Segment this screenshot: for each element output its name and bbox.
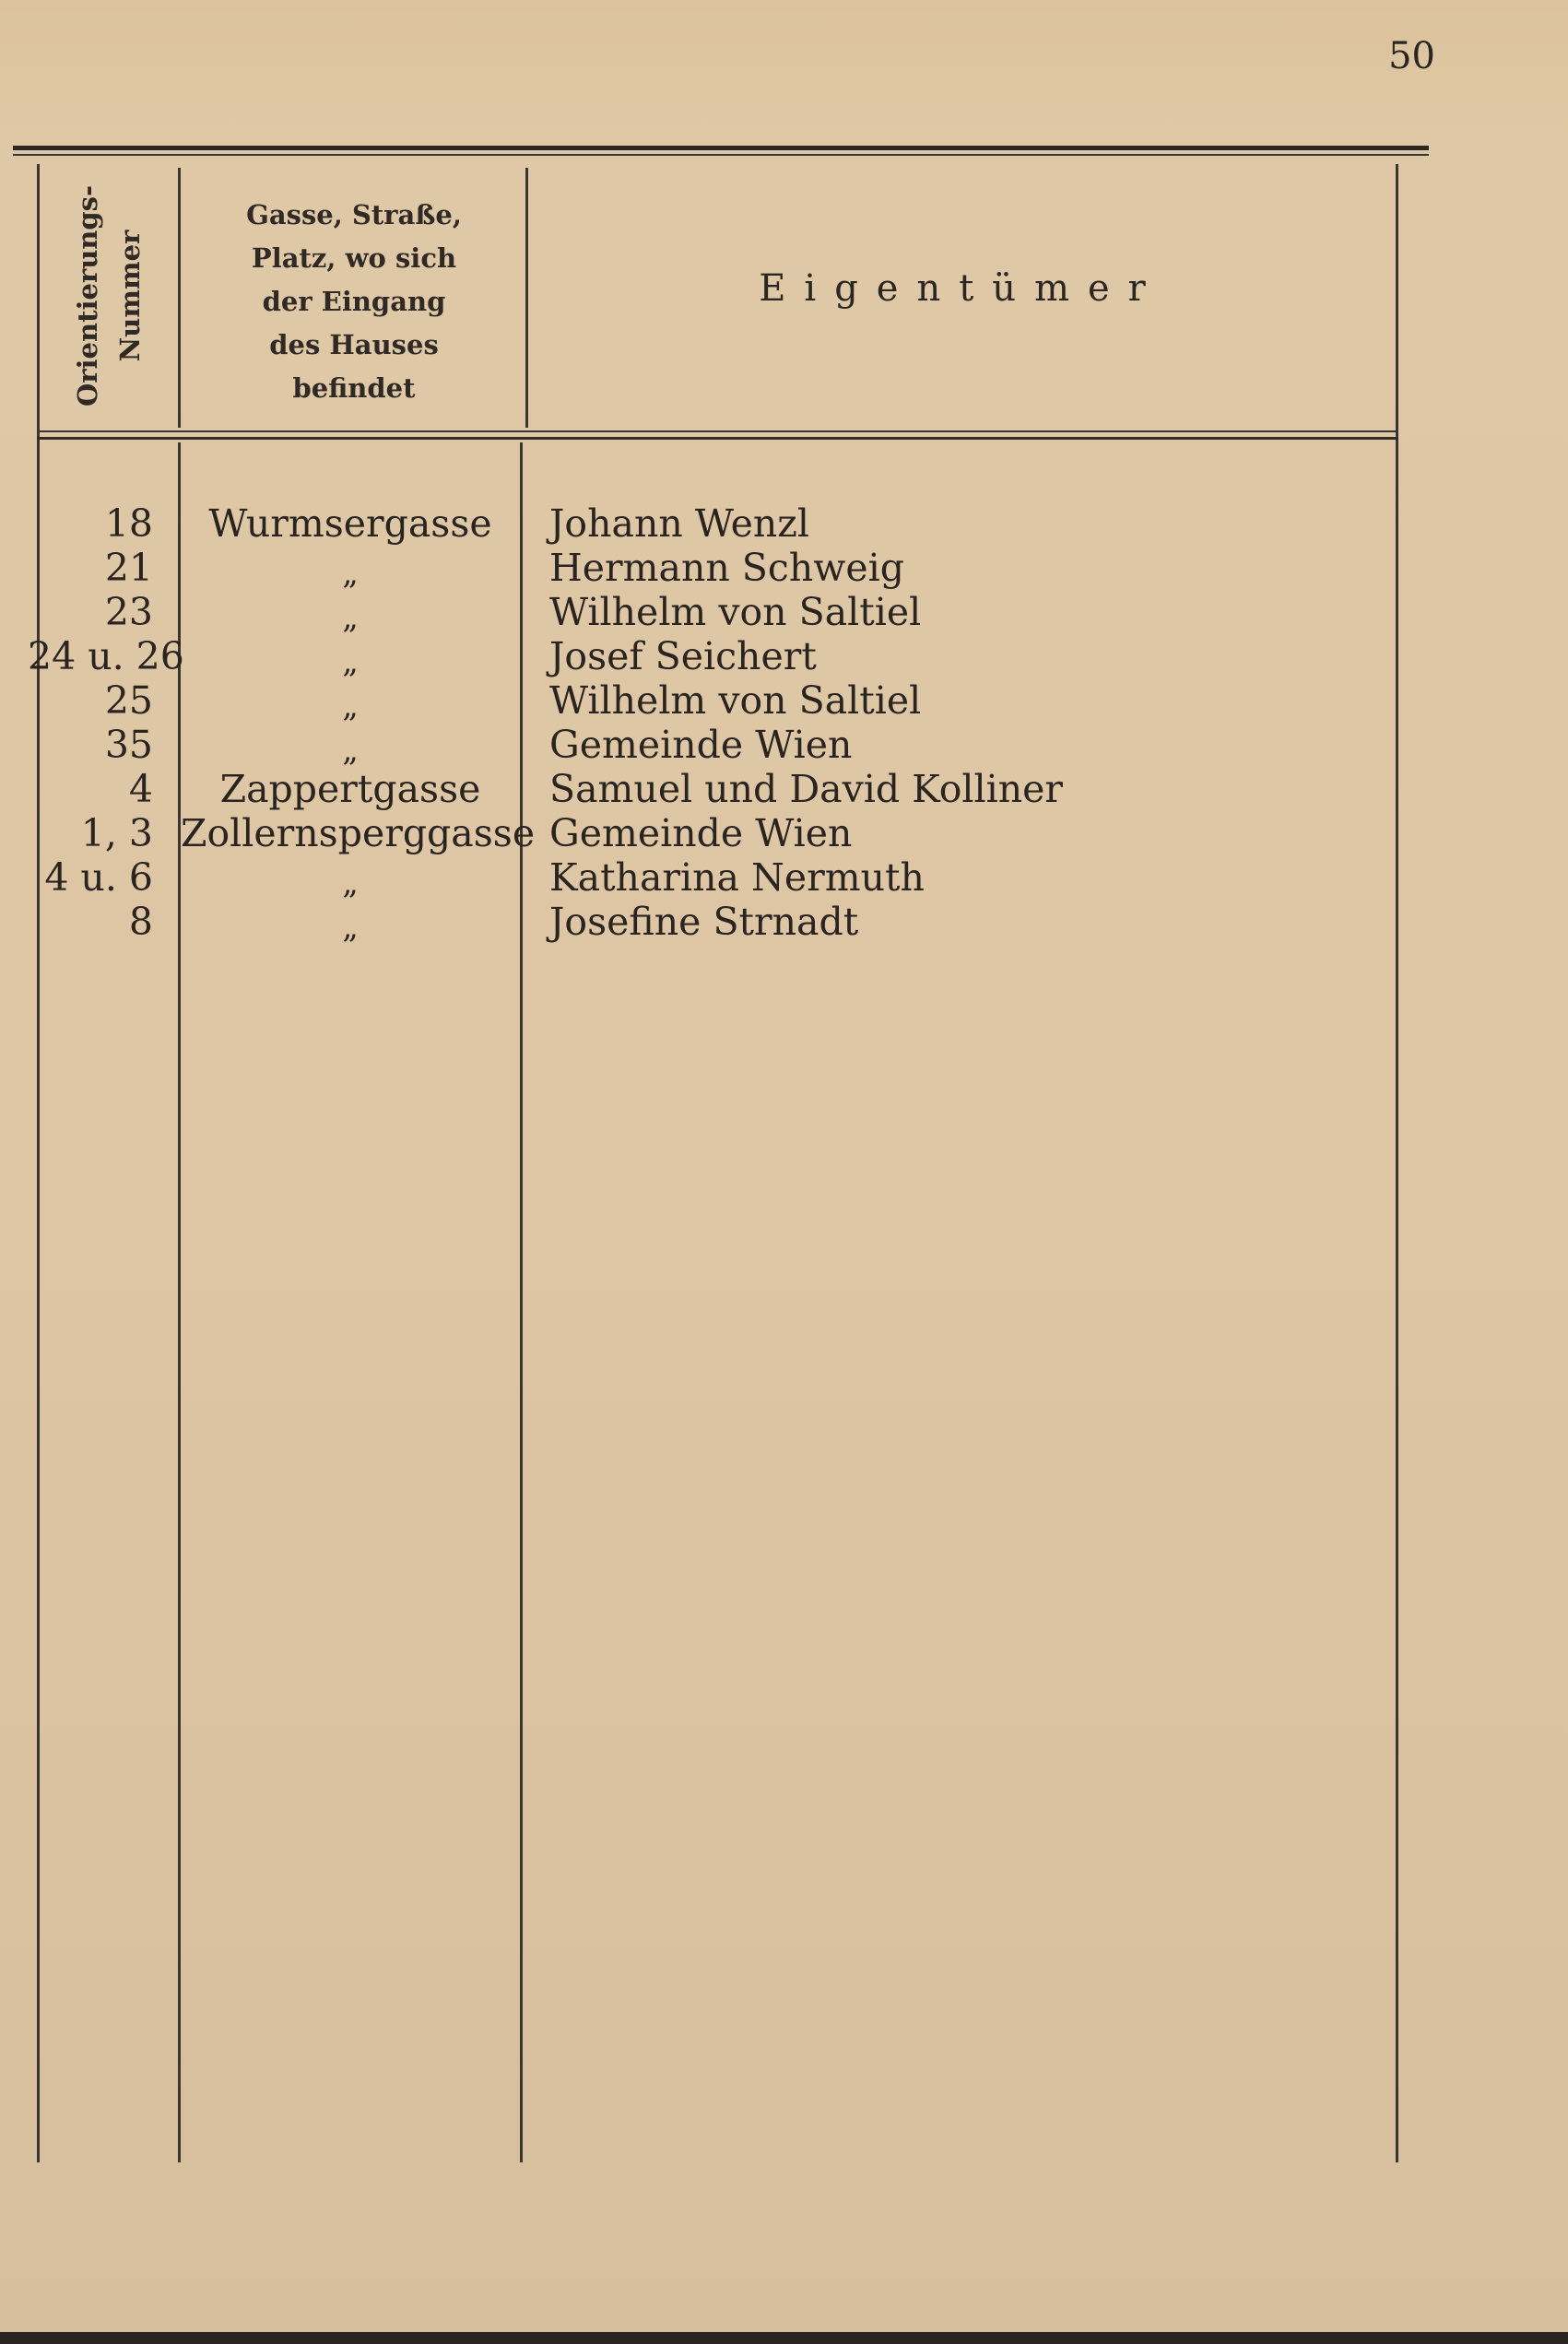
owner-name: Wilhelm von Saltiel [549,590,922,634]
street-ditto-mark: „ [342,599,359,636]
owner-name: Josef Seichert [549,634,817,678]
column-header-street-line4: des Hauses [269,329,439,360]
column-header-street-line1: Gasse, Straße, [246,199,462,230]
table-row [0,634,1568,678]
owner-name: Josefine Strnadt [549,900,859,944]
orientation-number: 25 [104,678,153,723]
orientation-number: 35 [104,723,153,767]
page-bottom-edge [0,2332,1568,2344]
table-row [0,546,1568,590]
column-header-street-line2: Platz, wo sich [251,242,457,274]
table-border-left [37,164,40,2162]
top-rule-thick [13,146,1429,150]
orientation-number: 18 [104,501,153,546]
owner-name: Wilhelm von Saltiel [549,678,922,723]
table-row [0,501,1568,546]
street-name: Zappertgasse [219,767,481,811]
street-ditto-mark: „ [342,732,359,769]
orientation-number: 21 [104,546,153,590]
table-row [0,590,1568,634]
owner-name: Gemeinde Wien [549,811,853,855]
owner-name: Gemeinde Wien [549,723,853,767]
orientation-number: 8 [128,900,153,944]
table-row [0,900,1568,944]
street-ditto-mark: „ [342,865,359,901]
orientation-number: 4 [128,767,153,811]
column-header-street-line5: befindet [292,372,416,404]
orientation-number: 23 [104,590,153,634]
street-name: Zollernsperggasse [181,811,536,855]
street-ditto-mark: „ [342,555,359,592]
owner-name: Samuel und David Kolliner [549,767,1064,811]
street-ditto-mark: „ [342,688,359,724]
owner-name: Johann Wenzl [549,501,809,546]
orientation-number: 4 u. 6 [44,855,153,900]
column-divider-header-1 [178,168,181,428]
owner-name: Hermann Schweig [549,546,904,590]
table-row [0,811,1568,855]
street-ditto-mark: „ [342,909,359,946]
table-row [0,723,1568,767]
street-ditto-mark: „ [342,643,359,680]
column-divider-header-2 [525,168,528,428]
table-row [0,678,1568,723]
owner-name: Katharina Nermuth [549,855,925,900]
column-header-owner: Eigentümer [759,267,1164,310]
top-rule-thin [13,154,1429,156]
table-border-right [1396,164,1398,2162]
table-row [0,767,1568,811]
column-header-orientation-number [44,171,173,420]
street-name: Wurmsergasse [208,501,492,546]
column-header-orientation-line1: Orientierungs- [72,184,104,407]
orientation-number: 24 u. 26 [28,634,184,678]
orientation-number: 1, 3 [80,811,153,855]
table-row [0,855,1568,900]
header-rule-thin [37,430,1398,432]
page-number: 50 [1388,35,1435,77]
column-header-street-line3: der Eingang [262,286,446,317]
column-header-orientation-line2: Nummer [114,230,147,362]
column-header-street [184,194,524,410]
header-rule-thick [37,437,1398,440]
